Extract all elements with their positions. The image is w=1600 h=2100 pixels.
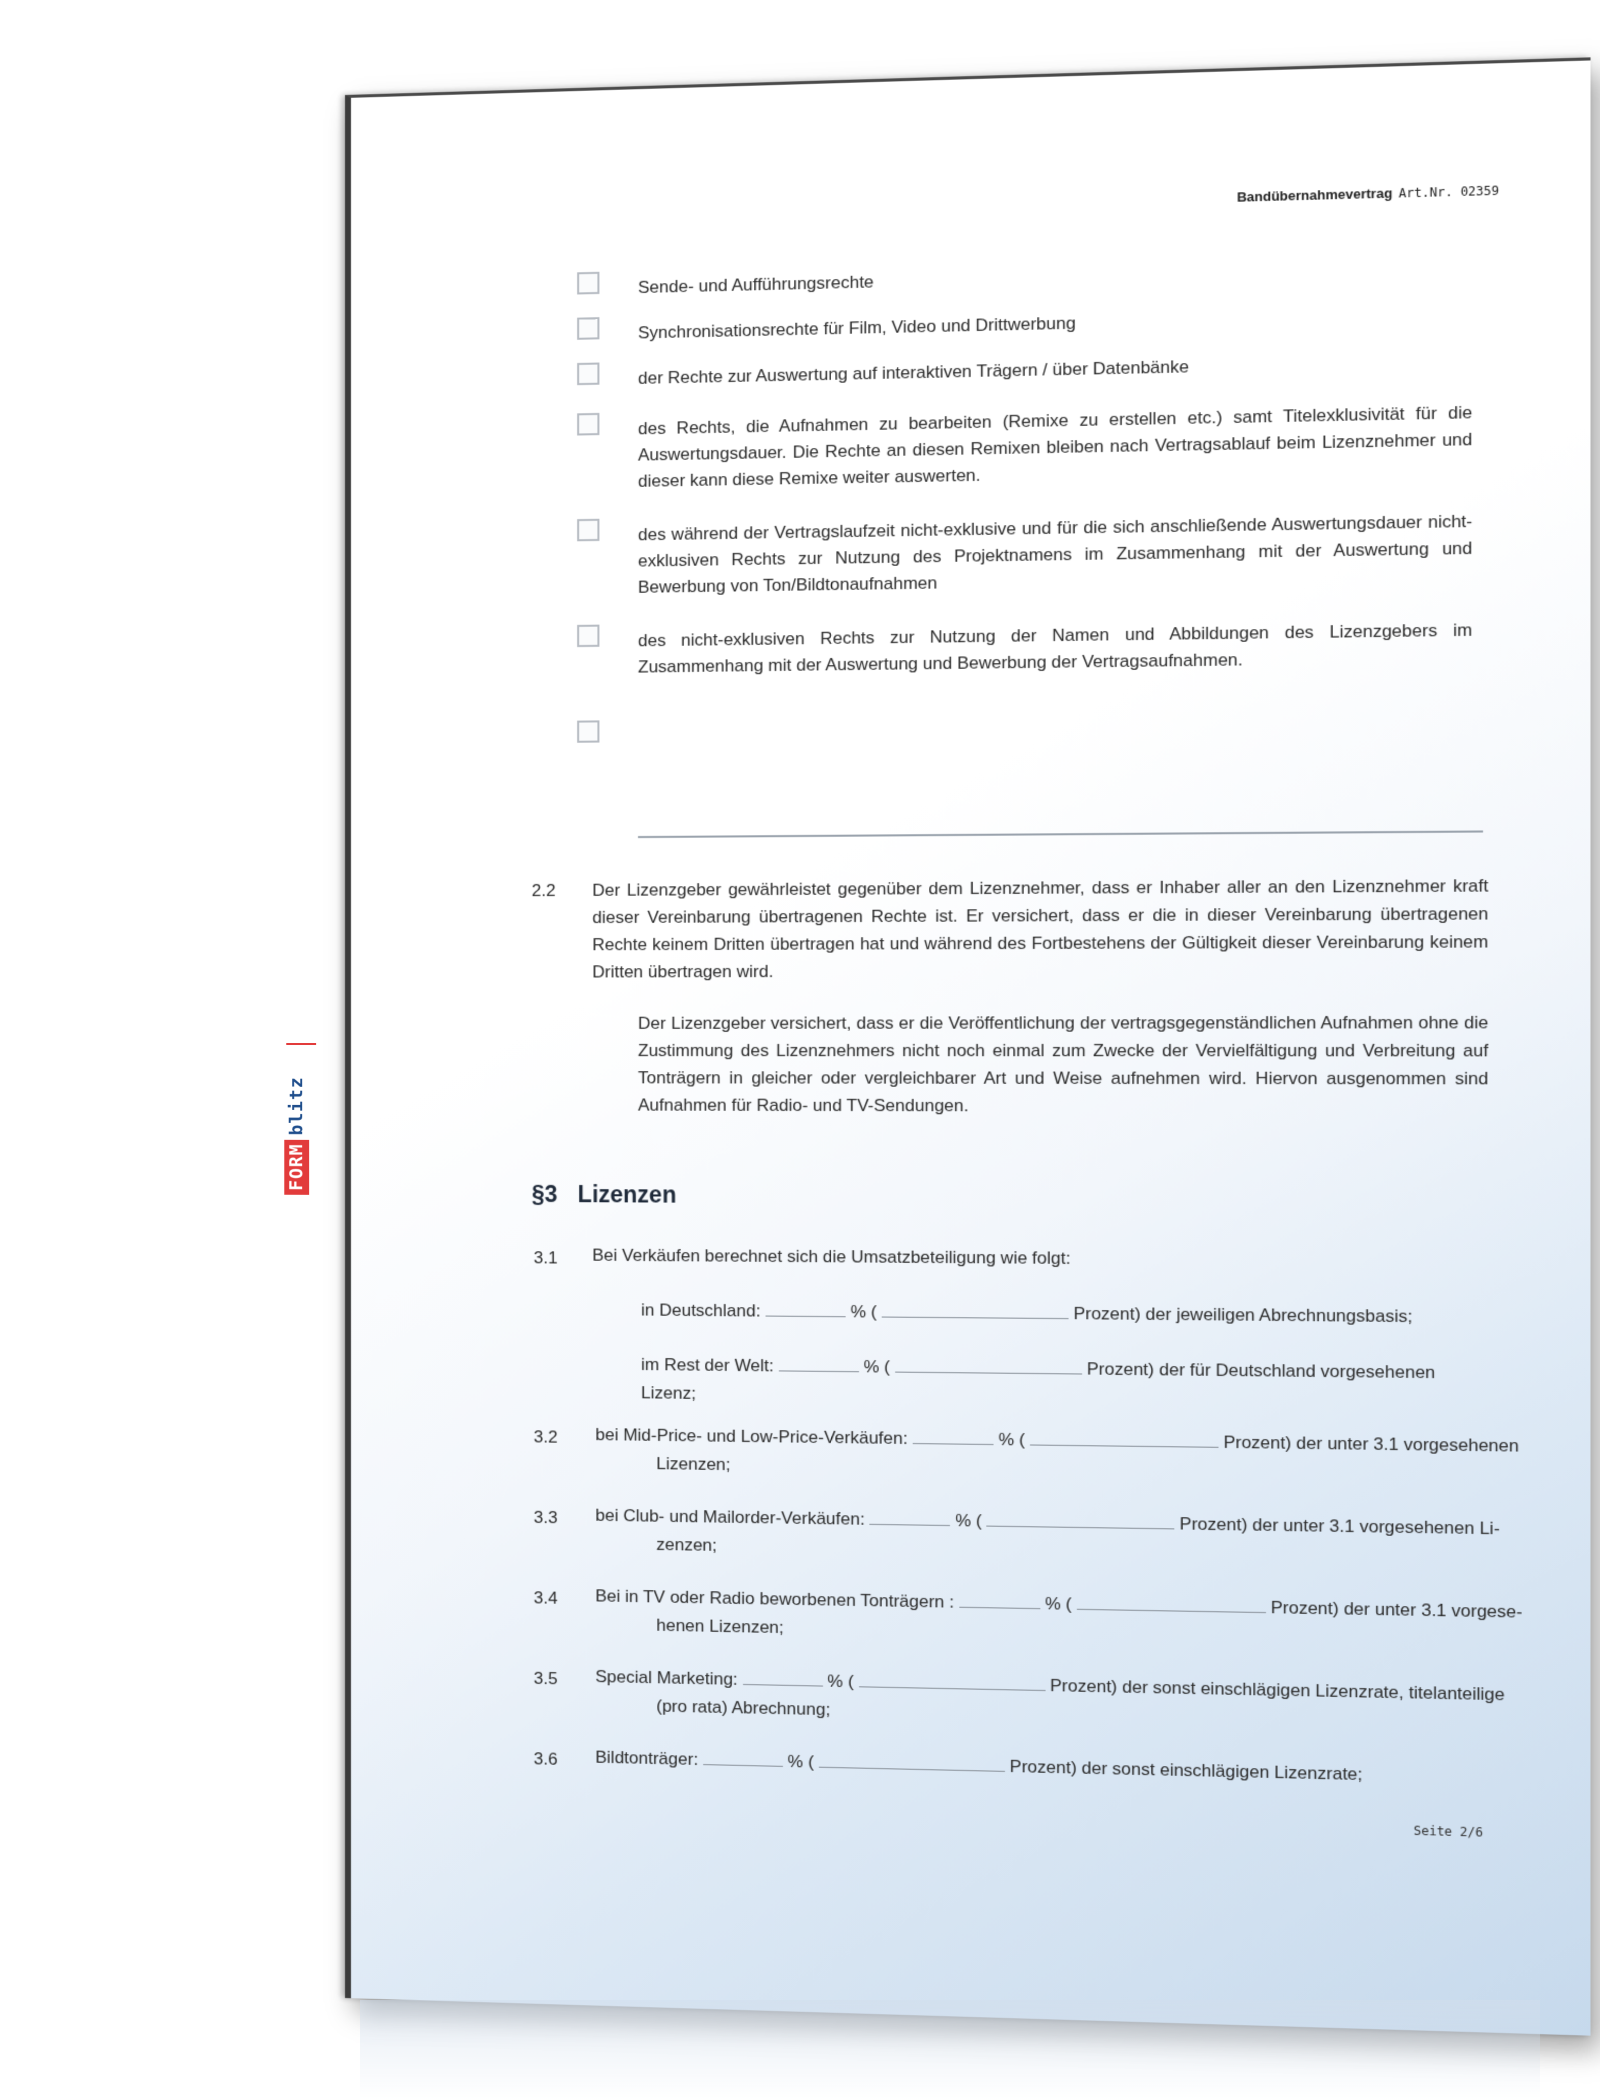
license-line: Special Marketing: % ( Prozent) der sonst einschlägigen Lizenzrate, titelanteilige (pro rata) Abrechnung; [595,1666,1505,1720]
license-line-germany: in Deutschland: % ( Prozent) der jeweiligen Abrechnungsbasis; [641,1300,1413,1327]
checkbox-label: der Rechte zur Auswertung auf interaktiven Trägern / über Datenbänke [637,356,1190,388]
checkbox-row [577,298,1451,343]
checkbox[interactable] [577,317,599,340]
checkbox[interactable] [577,519,599,542]
checkbox-label: Sende- und Aufführungsrechte [637,272,874,298]
article-number: Art.Nr. 02359 [1398,183,1500,201]
checkbox[interactable] [577,413,599,436]
checkbox-label: Synchronisationsrechte für Film, Video und Drittwerbung [637,313,1076,343]
clause-number: 3.5 [533,1668,558,1689]
formblitz-logo [286,1043,316,1195]
checkbox-row [577,613,1473,677]
clause-number: 3.2 [533,1427,558,1447]
percent-field[interactable] [743,1668,823,1687]
percent-field[interactable] [779,1354,859,1372]
checkbox[interactable] [577,720,599,742]
percent-words-field[interactable] [1077,1592,1266,1613]
checkbox-row [577,344,1451,388]
checkbox[interactable] [577,363,599,386]
percent-field[interactable] [870,1508,951,1526]
percent-words-field[interactable] [859,1670,1046,1691]
percent-words-field[interactable] [895,1355,1082,1374]
license-line: Bei in TV oder Radio beworbenen Tonträgern : % ( Prozent) der unter 3.1 vorgese- henen Lizenzen; [595,1586,1523,1638]
clause-3-1-intro: Bei Verkäufen berechnet sich die Umsatzbeteiligung wie folgt: [592,1245,1071,1268]
logo-text-blitz: blitz [286,1076,308,1136]
checkbox[interactable] [577,625,599,647]
percent-words-field[interactable] [819,1750,1005,1771]
percent-field[interactable] [703,1748,783,1767]
percent-field[interactable] [959,1590,1040,1609]
logo-text-form: FORM [284,1139,309,1194]
checkbox-label: des während der Vertragslaufzeit nicht-exklusive und für die sich anschließende Auswertungsdauer nicht-exklusiven Rechts zur Nutzung des Projektnamens im Zusammenhang mit der Auswertung und Bewerbung von Ton/Bildtonaufnahmen [637,511,1473,597]
page-number: Seite 2/6 [1413,1823,1484,1840]
percent-field[interactable] [765,1299,845,1317]
document-header [1237,182,1499,204]
clause-2-2-paragraph: Der Lizenzgeber gewährleistet gegenüber dem Lizenznehmer, dass er Inhaber aller an den Lizenznehmer kraft dieser Vereinbarung übertragenen Rechte ist. Er versichert, dass er die in dieser Vereinbarung übertragenen Rechte keinem Dritten übertragen hat und während des Fortbestehens der Gültigkeit dieser Vereinbarung keinem Dritten übertragen wird. [592,876,1489,982]
checkbox-label [638,716,1472,724]
license-line: Bildtonträger: % ( Prozent) der sonst einschlägigen Lizenzrate; [595,1747,1363,1785]
document-page [286,57,1591,2035]
checkbox-row [577,251,1451,298]
checkbox-row [577,712,1451,721]
section-title: Lizenzen [577,1180,677,1208]
checkbox-row [577,396,1473,491]
checkbox-label: des nicht-exklusiven Rechts zur Nutzung der Namen und Abbildungen des Lizenzgebers im Zusammenhang mit der Auswertung und Bewerbung der Vertragsaufnahmen. [637,620,1473,677]
license-line: bei Mid-Price- und Low-Price-Verkäufen: % ( Prozent) der unter 3.1 vorgesehenen Lizenzen; [595,1424,1519,1475]
page-reflection [360,2000,1540,2100]
section-symbol: §3 [531,1180,558,1208]
blank-line [638,830,1483,838]
percent-words-field[interactable] [987,1509,1175,1529]
clause-number: 3.6 [533,1749,558,1769]
percent-field[interactable] [913,1427,994,1445]
percent-words-field[interactable] [882,1300,1069,1319]
clause-number: 3.3 [533,1507,558,1528]
checkbox-label: des Rechts, die Aufnahmen zu bearbeiten (Remixe zu erstellen etc.) samt Titelexklusivität für die Auswertungsdauer. Die Rechte an diesen Remixen bleiben nach Vertragsablauf beim Lizenznehmer und dieser kann diese Remixe weiter auswerten. [637,402,1473,491]
clause-2-2-paragraph-2: Der Lizenzgeber versichert, dass er die Veröffentlichung der vertragsgegenständlichen Aufnahmen ohne die Zustimmung des Lizenznehmers nicht noch einmal zum Zwecke der Vervielfältigung und Verbreitung auf Tonträgern in gleicher oder vergleichbarer Art und Weise aufnehmen wird. Hiervon ausgenommen sind Aufnahmen für Radio- und TV-Sendungen. [637,1012,1489,1116]
checkbox[interactable] [577,272,599,295]
checkbox-row [577,505,1473,597]
document-title: Bandübernahmevertrag [1236,185,1393,205]
clause-number: 3.4 [533,1588,558,1608]
percent-words-field[interactable] [1030,1428,1219,1448]
clause-number: 2.2 [531,880,556,901]
license-line-rest-of-world: im Rest der Welt: % ( Prozent) der für Deutschland vorgesehenen Lizenz; [641,1354,1436,1403]
clause-number: 3.1 [533,1248,558,1268]
license-line: bei Club- und Mailorder-Verkäufen: % ( Prozent) der unter 3.1 vorgesehenen Li- zenzen; [595,1505,1500,1555]
section-heading [532,1181,677,1209]
